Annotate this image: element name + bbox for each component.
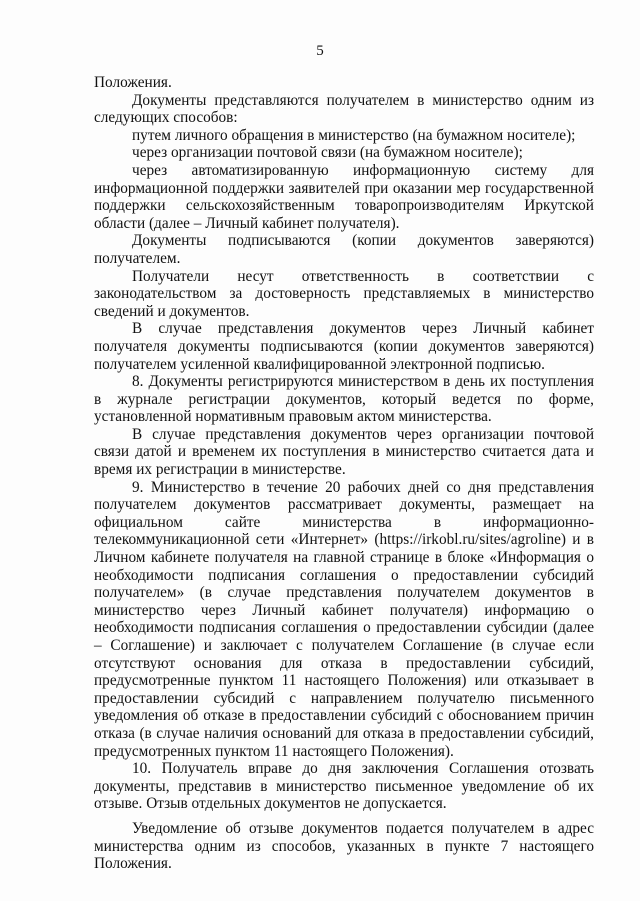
paragraph: 8. Документы регистрируются министерством в день их поступления в журнале регистрации документов, который ведется по форме, установленной нормативным правовым актом министерства. <box>94 373 594 426</box>
paragraph: 10. Получатель вправе до дня заключения Соглашения отозвать документы, представив в министерство письменное уведомление об их отзыве. Отзыв отдельных документов не допускается. <box>94 760 594 813</box>
paragraph: Получатели несут ответственность в соответствии с законодательством за достоверность представляемых в министерство сведений и документов. <box>94 267 594 320</box>
paragraph: Положения. <box>94 74 172 91</box>
paragraph: Документы представляются получателем в министерство одним из следующих способов: <box>94 91 594 127</box>
paragraph: Документы подписываются (копии документов заверяются) получателем. <box>94 232 594 267</box>
paragraph: Уведомление об отзыве документов подается получателем в адрес министерства одним из способов, указанных в пункте 7 настоящего Положения. <box>94 819 594 873</box>
paragraph: путем личного обращения в министерство (на бумажном носителе); <box>132 126 576 144</box>
document-body <box>94 74 594 873</box>
paragraph: через организации почтовой связи (на бумажном носителе); <box>132 144 523 162</box>
paragraph: 9. Министерство в течение 20 рабочих дней со дня представления получателем документов рассматривает документы, размещает на официальном сайте министерства в информационно-телекоммуникационной сети «Интернет» (https://irkobl.ru/sites/agroline) и в Личном кабинете получателя на главной странице в блоке «Информация о необходимости подписания соглашения о предоставлении субсидий получателем» (в случае представления получателем документов в министерство через Личный кабинет получателя) информацию о необходимости подписания соглашения о предоставлении субсидии (далее – Соглашение) и заключает с получателем Соглашение (в случае если отсутствуют основания для отказа в предоставлении субсидий, предусмотренные пунктом 11 настоящего Положения) или отказывает в предоставлении субсидий с направлением получателю письменного уведомления об отказе в предоставлении субсидий с обоснованием причин отказа (в случае наличия оснований для отказа в предоставлении субсидий, предусмотренных пунктом 11 настоящего Положения). <box>94 478 594 760</box>
paragraph: через автоматизированную информационную систему для информационной поддержки заявителей при оказании мер государственной поддержки сельскохозяйственным товаропроизводителям Иркутской области (далее – Личный кабинет получателя). <box>94 161 594 232</box>
paragraph-gap <box>94 813 594 820</box>
paragraph: В случае представления документов через Личный кабинет получателя документы подписываются (копии документов заверяются) получателем усиленной квалифицированной электронной подписью. <box>94 320 594 373</box>
paragraph: В случае представления документов через организации почтовой связи датой и временем их поступления в министерство считается дата и время их регистрации в министерстве. <box>94 425 594 479</box>
page-number: 5 <box>316 43 324 59</box>
